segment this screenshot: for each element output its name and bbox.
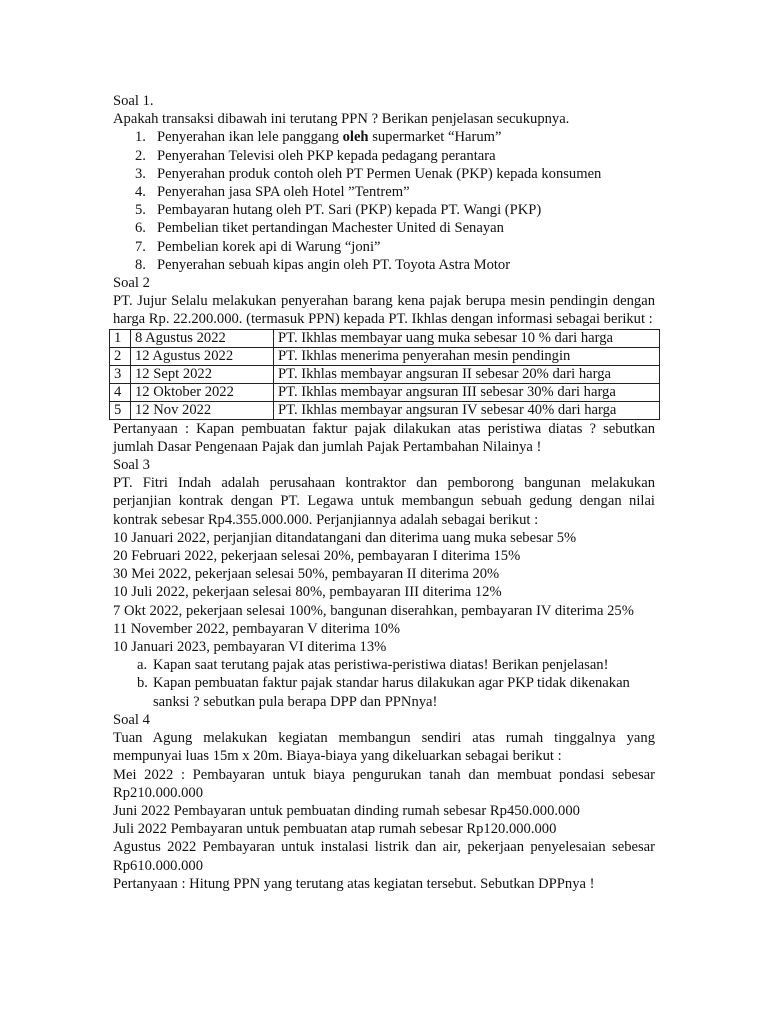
list-item: b. Kapan pembuatan faktur pajak standar harus dilakukan agar PKP tidak dikenakan sanksi ? sebutkan pula berapa DPP dan PPNnya! — [137, 675, 630, 710]
soal3-event: 10 Juli 2022, pekerjaan selesai 80%, pembayaran III diterima 12% — [113, 584, 502, 601]
soal1-item-list — [113, 128, 655, 274]
soal3-intro: PT. Fitri Indah adalah perusahaan kontraktor dan pemborong bangunan melakukan perjanjian kontrak dengan PT. Legawa untuk membangun sebuah gedung dengan nilai kontrak sebesar Rp4.355.000.000. Perjanjiannya adalah sebagai berikut : — [113, 475, 655, 528]
soal1-question: Apakah transaksi dibawah ini terutang PPN ? Berikan penjelasan secukupnya. — [113, 111, 570, 128]
list-item: 8. Penyerahan sebuah kipas angin oleh PT. Toyota Astra Motor — [135, 256, 511, 273]
soal2-heading: Soal 2 — [113, 275, 150, 292]
soal2-intro: PT. Jujur Selalu melakukan penyerahan barang kena pajak berupa mesin pendingin dengan harga Rp. 22.200.000. (termasuk PPN) kepada PT. Ikhlas dengan informasi sebagai berikut : — [113, 293, 655, 328]
list-item: 5. Pembayaran hutang oleh PT. Sari (PKP) kepada PT. Wangi (PKP) — [135, 202, 542, 219]
table-row: 3 12 Sept 2022 PT. Ikhlas membayar angsuran II sebesar 20% dari harga — [110, 365, 660, 383]
document-body — [113, 92, 655, 893]
soal2-schedule-table — [109, 329, 660, 420]
list-item: 2. Penyerahan Televisi oleh PKP kepada pedagang perantara — [135, 147, 496, 164]
soal4-cost: Juni 2022 Pembayaran untuk pembuatan dinding rumah sebesar Rp450.000.000 — [113, 802, 580, 819]
list-item: 3. Penyerahan produk contoh oleh PT Permen Uenak (PKP) kepada konsumen — [135, 165, 602, 182]
table-row: 5 12 Nov 2022 PT. Ikhlas membayar angsuran IV sebesar 40% dari harga — [110, 401, 660, 419]
soal3-event: 10 Januari 2023, pembayaran VI diterima 13% — [113, 639, 387, 656]
soal3-heading: Soal 3 — [113, 457, 150, 474]
soal4-intro: Tuan Agung melakukan kegiatan membangun sendiri atas rumah tinggalnya yang mempunyai luas 15m x 20m. Biaya-biaya yang dikeluarkan sebagai berikut : — [113, 730, 655, 765]
list-item: 4. Penyerahan jasa SPA oleh Hotel ”Tentrem” — [135, 184, 410, 201]
soal2-question: Pertanyaan : Kapan pembuatan faktur pajak dilakukan atas peristiwa diatas ? sebutkan jumlah Dasar Pengenaan Pajak dan jumlah Pajak Pertambahan Nilainya ! — [113, 420, 655, 455]
soal3-event: 30 Mei 2022, pekerjaan selesai 50%, pembayaran II diterima 20% — [113, 566, 500, 583]
soal3-event: 7 Okt 2022, pekerjaan selesai 100%, bangunan diserahkan, pembayaran IV diterima 25% — [113, 602, 634, 619]
soal4-cost: Agustus 2022 Pembayaran untuk instalasi listrik dan air, pekerjaan penyelesaian sebesar Rp610.000.000 — [113, 839, 655, 874]
table-row: 4 12 Oktober 2022 PT. Ikhlas membayar angsuran III sebesar 30% dari harga — [110, 383, 660, 401]
soal3-event: 11 November 2022, pembayaran V diterima 10% — [113, 620, 401, 637]
soal4-cost: Mei 2022 : Pembayaran untuk biaya pengurukan tanah dan membuat pondasi sebesar Rp210.000.000 — [113, 766, 655, 801]
list-item: a. Kapan saat terutang pajak atas peristiwa-peristiwa diatas! Berikan penjelasan! — [137, 657, 609, 674]
soal3-question-list — [113, 656, 655, 711]
soal4-question: Pertanyaan : Hitung PPN yang terutang atas kegiatan tersebut. Sebutkan DPPnya ! — [113, 875, 595, 892]
table-row: 2 12 Agustus 2022 PT. Ikhlas menerima penyerahan mesin pendingin — [110, 347, 660, 365]
list-item: 1. Penyerahan ikan lele panggang oleh supermarket “Harum” — [135, 129, 502, 146]
soal3-event: 20 Februari 2022, pekerjaan selesai 20%, pembayaran I diterima 15% — [113, 548, 521, 565]
table-row: 1 8 Agustus 2022 PT. Ikhlas membayar uang muka sebesar 10 % dari harga — [110, 329, 660, 347]
list-item: 6. Pembelian tiket pertandingan Machester United di Senayan — [135, 220, 504, 237]
list-item: 7. Pembelian korek api di Warung “joni” — [135, 238, 381, 255]
soal4-cost: Juli 2022 Pembayaran untuk pembuatan atap rumah sebesar Rp120.000.000 — [113, 821, 557, 838]
soal3-event: 10 Januari 2022, perjanjian ditandatangani dan diterima uang muka sebesar 5% — [113, 529, 577, 546]
soal1-heading: Soal 1. — [113, 93, 154, 109]
soal4-heading: Soal 4 — [113, 711, 150, 728]
